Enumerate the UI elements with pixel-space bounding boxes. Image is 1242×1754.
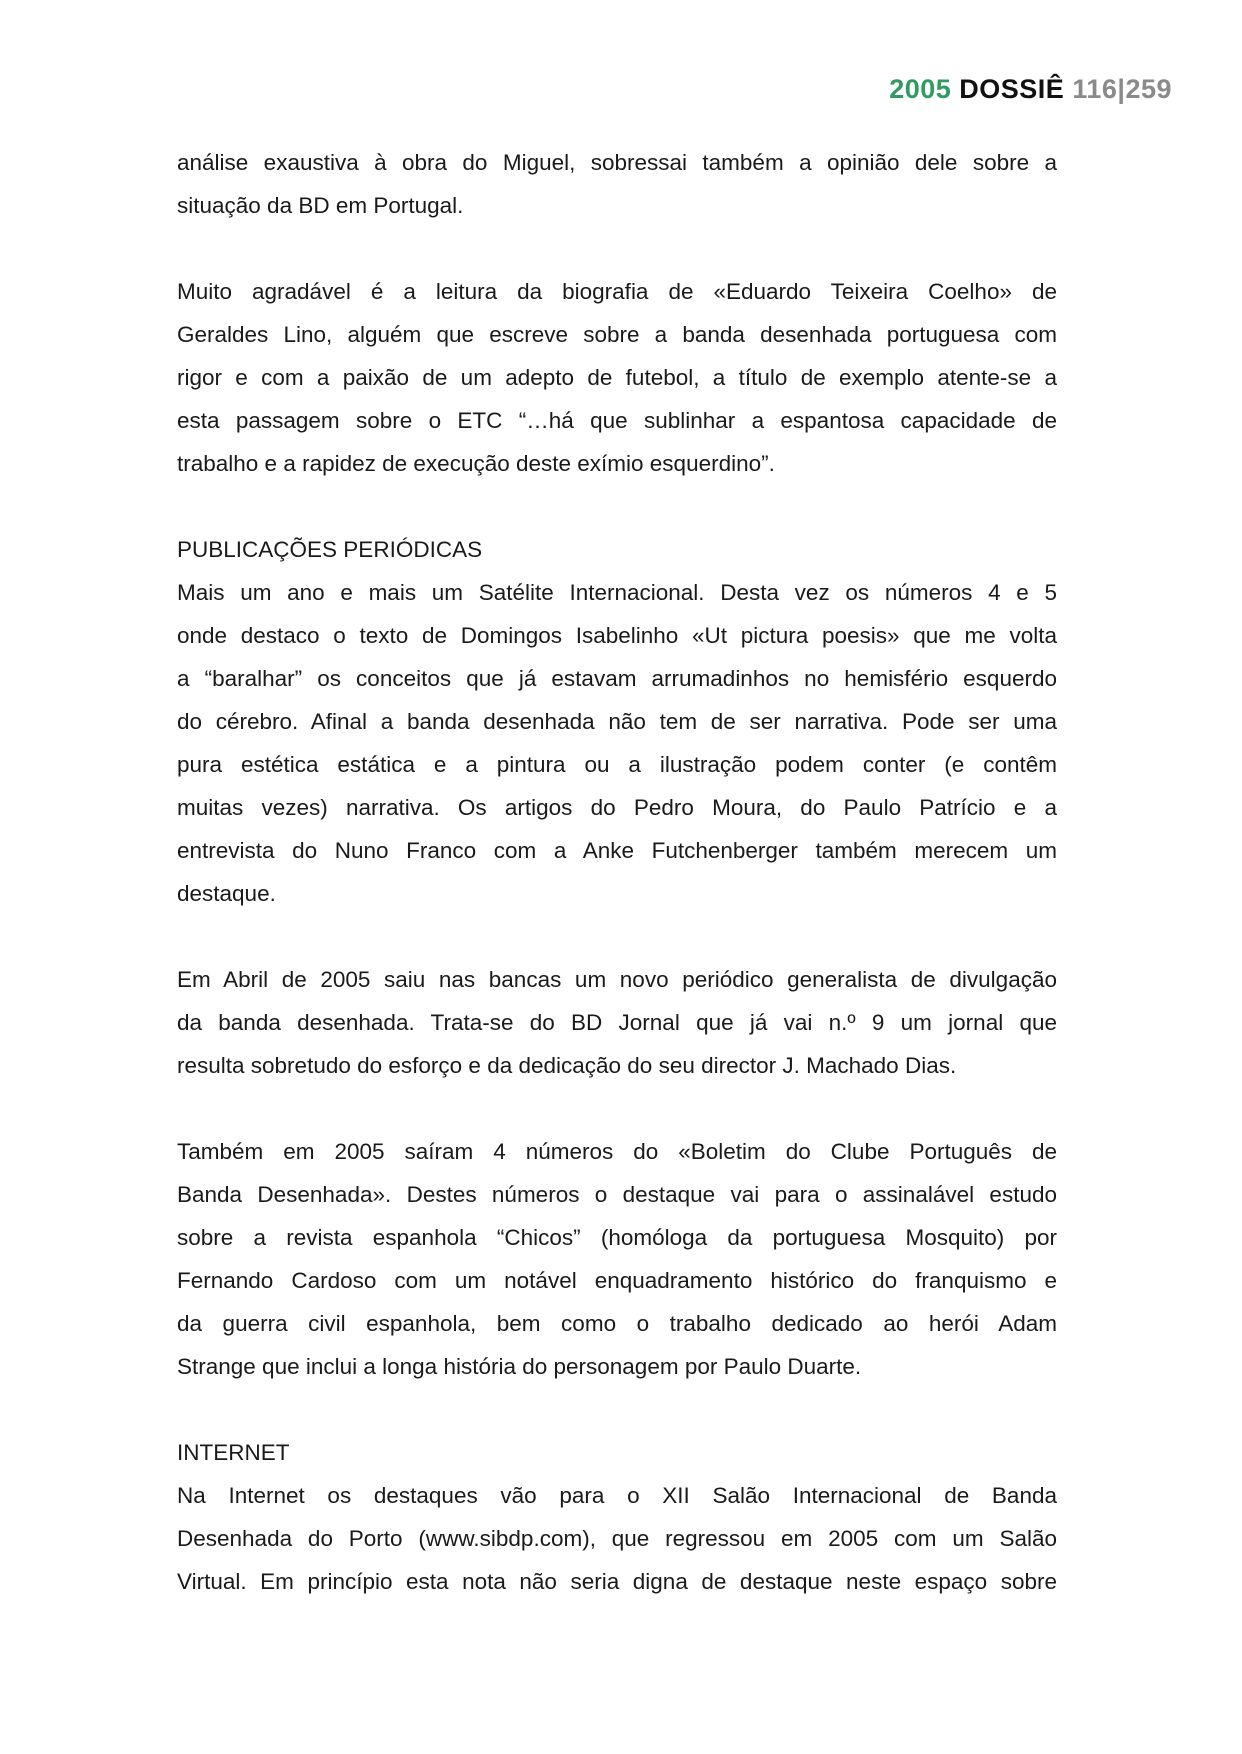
text-line: Fernando Cardoso com um notável enquadramento histórico do franquismo e xyxy=(177,1268,1057,1293)
section-heading: INTERNET xyxy=(177,1440,290,1465)
paragraph xyxy=(177,1431,1057,1603)
text-line: Banda Desenhada». Destes números o destaque vai para o assinalável estudo xyxy=(177,1182,1057,1207)
document-body xyxy=(177,141,1057,1646)
text-line: análise exaustiva à obra do Miguel, sobressai também a opinião dele sobre a xyxy=(177,150,1057,175)
text-line: da guerra civil espanhola, bem como o trabalho dedicado ao herói Adam xyxy=(177,1311,1057,1336)
text-line: a “baralhar” os conceitos que já estavam arrumadinhos no hemisfério esquerdo xyxy=(177,666,1057,691)
text-line: situação da BD em Portugal. xyxy=(177,193,464,218)
page-header xyxy=(889,74,1172,105)
paragraph xyxy=(177,958,1057,1087)
header-title: DOSSIÊ xyxy=(959,74,1065,104)
paragraph xyxy=(177,1130,1057,1388)
text-line: Na Internet os destaques vão para o XII Salão Internacional de Banda xyxy=(177,1483,1057,1508)
paragraph xyxy=(177,528,1057,915)
text-line: do cérebro. Afinal a banda desenhada não tem de ser narrativa. Pode ser uma xyxy=(177,709,1057,734)
text-line: trabalho e a rapidez de execução deste exímio esquerdino”. xyxy=(177,451,775,476)
paragraph xyxy=(177,141,1057,227)
text-line: Desenhada do Porto (www.sibdp.com), que regressou em 2005 com um Salão xyxy=(177,1526,1057,1551)
text-line: Muito agradável é a leitura da biografia de «Eduardo Teixeira Coelho» de xyxy=(177,279,1057,304)
text-line: onde destaco o texto de Domingos Isabelinho «Ut pictura poesis» que me volta xyxy=(177,623,1057,648)
text-line: da banda desenhada. Trata-se do BD Jornal que já vai n.º 9 um jornal que xyxy=(177,1010,1057,1035)
section-heading: PUBLICAÇÕES PERIÓDICAS xyxy=(177,537,483,562)
text-line: Virtual. Em princípio esta nota não seria digna de destaque neste espaço sobre xyxy=(177,1569,1057,1594)
text-line: Geraldes Lino, alguém que escreve sobre a banda desenhada portuguesa com xyxy=(177,322,1057,347)
text-line: pura estética estática e a pintura ou a ilustração podem conter (e contêm xyxy=(177,752,1057,777)
header-page-number: 116|259 xyxy=(1072,74,1172,104)
text-line: Também em 2005 saíram 4 números do «Boletim do Clube Português de xyxy=(177,1139,1057,1164)
header-year: 2005 xyxy=(889,74,952,104)
text-line: Strange que inclui a longa história do personagem por Paulo Duarte. xyxy=(177,1354,862,1379)
text-line: Em Abril de 2005 saiu nas bancas um novo periódico generalista de divulgação xyxy=(177,967,1057,992)
paragraph xyxy=(177,270,1057,485)
text-line: esta passagem sobre o ETC “…há que sublinhar a espantosa capacidade de xyxy=(177,408,1057,433)
text-line: resulta sobretudo do esforço e da dedicação do seu director J. Machado Dias. xyxy=(177,1053,957,1078)
text-line: rigor e com a paixão de um adepto de futebol, a título de exemplo atente-se a xyxy=(177,365,1057,390)
text-line: entrevista do Nuno Franco com a Anke Futchenberger também merecem um xyxy=(177,838,1057,863)
text-line: Mais um ano e mais um Satélite Internacional. Desta vez os números 4 e 5 xyxy=(177,580,1057,605)
text-line: destaque. xyxy=(177,881,276,906)
text-line: sobre a revista espanhola “Chicos” (homóloga da portuguesa Mosquito) por xyxy=(177,1225,1057,1250)
text-line: muitas vezes) narrativa. Os artigos do Pedro Moura, do Paulo Patrício e a xyxy=(177,795,1057,820)
